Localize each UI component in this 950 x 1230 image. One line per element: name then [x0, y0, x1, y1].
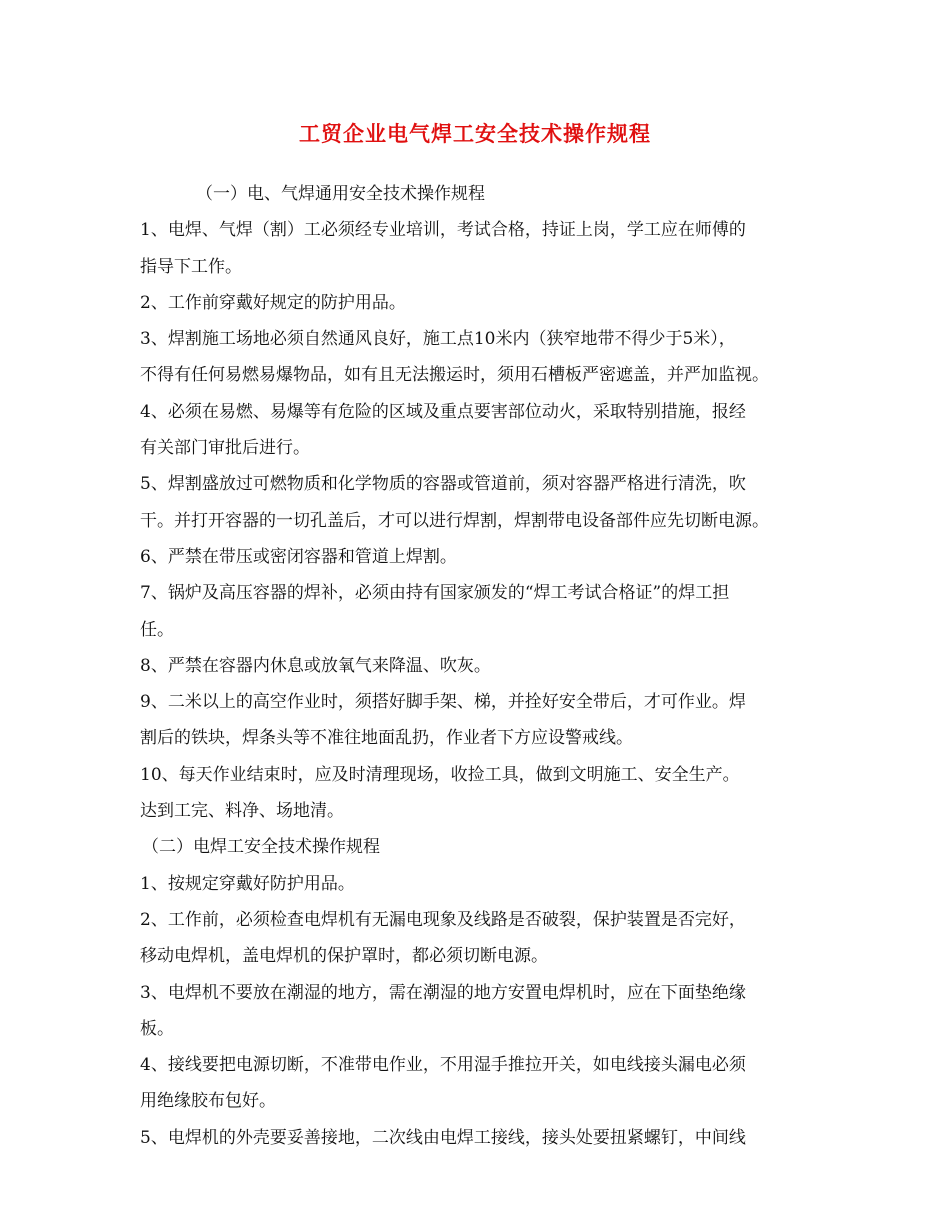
body-line: 10、每天作业结束时，应及时清理现场，收捡工具，做到文明施工、安全生产。 — [140, 764, 740, 785]
body-line: 5、电焊机的外壳要妥善接地，二次线由电焊工接线，接头处要扭紧螺钉，中间线 — [140, 1127, 746, 1148]
body-line: 7、锅炉及高压容器的焊补，必须由持有国家颁发的“焊工考试合格证”的焊工担 — [140, 583, 730, 604]
body-line: 割后的铁块，焊条头等不准往地面乱扔，作业者下方应设警戒线。 — [140, 728, 633, 749]
body-line: 2、工作前，必须检查电焊机有无漏电现象及线路是否破裂，保护装置是否完好， — [140, 909, 746, 930]
body-line: 指导下工作。 — [140, 256, 242, 277]
document-title: 工贸企业电气焊工安全技术操作规程 — [299, 121, 651, 146]
section-heading-electric-welder: （二）电焊工安全技术操作规程 — [142, 837, 380, 858]
body-line: 1、电焊、气焊（割）工必须经专业培训，考试合格，持证上岗，学工应在师傅的 — [140, 220, 746, 241]
body-line: 6、严禁在带压或密闭容器和管道上焊割。 — [140, 546, 457, 567]
body-line: 用绝缘胶布包好。 — [140, 1091, 276, 1112]
body-line: 5、焊割盛放过可燃物质和化学物质的容器或管道前，须对容器严格进行清洗，吹 — [140, 474, 746, 495]
body-line: 不得有任何易燃易爆物品，如有且无法搬运时，须用石槽板严密遮盖，并严加监视。 — [140, 365, 769, 386]
body-line: 3、焊割施工场地必须自然通风良好，施工点10米内（狭窄地带不得少于5米）， — [140, 329, 736, 350]
body-line: 有关部门审批后进行。 — [140, 438, 310, 459]
document-body — [140, 176, 820, 1156]
body-line: 2、工作前穿戴好规定的防护用品。 — [140, 292, 406, 313]
body-line: 4、必须在易燃、易爆等有危险的区域及重点要害部位动火，采取特别措施，报经 — [140, 401, 746, 422]
body-line: 3、电焊机不要放在潮湿的地方，需在潮湿的地方安置电焊机时，应在下面垫绝缘 — [140, 982, 746, 1003]
body-line: 干。并打开容器的一切孔盖后，才可以进行焊割，焊割带电设备部件应先切断电源。 — [140, 510, 769, 531]
body-line: 达到工完、料净、场地清。 — [140, 801, 344, 822]
body-line: 8、严禁在容器内休息或放氧气来降温、吹灰。 — [140, 655, 491, 676]
body-line: 4、接线要把电源切断，不准带电作业，不用湿手推拉开关，如电线接头漏电必须 — [140, 1055, 746, 1076]
body-line: 移动电焊机，盖电焊机的保护罩时，都必须切断电源。 — [140, 946, 548, 967]
body-line: 9、二米以上的高空作业时，须搭好脚手架、梯，并拴好安全带后，才可作业。焊 — [140, 692, 746, 713]
body-line: 板。 — [140, 1018, 174, 1039]
body-line: 1、按规定穿戴好防护用品。 — [140, 873, 355, 894]
section-heading-general: （一）电、气焊通用安全技术操作规程 — [196, 184, 485, 204]
body-line: 任。 — [140, 619, 174, 640]
